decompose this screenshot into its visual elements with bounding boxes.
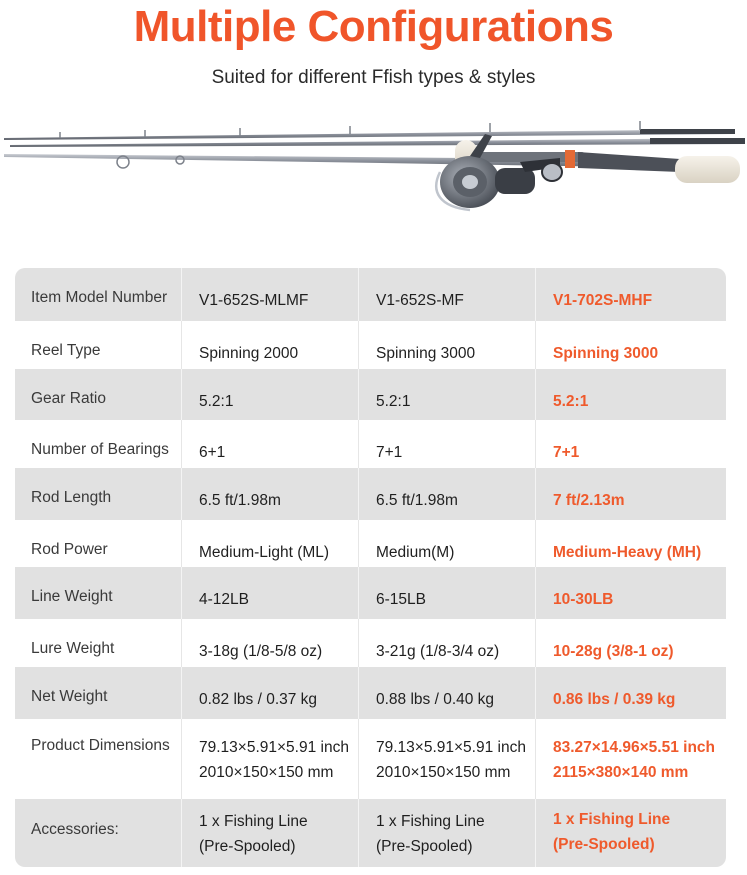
spec-value-col2: 3-21g (1/8-3/4 oz): [358, 619, 535, 667]
spec-value-col2: 6.5 ft/1.98m: [358, 468, 535, 520]
spec-value-col3-highlight: [535, 799, 726, 867]
spec-value-col3-highlight: 7 ft/2.13m: [535, 468, 726, 520]
row-label: Reel Type: [31, 342, 101, 359]
dimension-mm: 2010×150×150 mm: [199, 764, 334, 781]
spec-value-col1: 3-18g (1/8-5/8 oz): [181, 619, 358, 667]
accessory-item: 1 x Fishing Line: [376, 813, 485, 830]
spec-value-col3-highlight: 10-28g (3/8-1 oz): [535, 619, 726, 667]
spec-value-col1: Spinning 2000: [181, 321, 358, 369]
spec-value-col2: 0.88 lbs / 0.40 kg: [358, 667, 535, 719]
row-label: Product Dimensions: [31, 737, 170, 754]
row-label: Line Weight: [31, 588, 113, 605]
spec-value-col1: V1-652S-MLMF: [181, 268, 358, 321]
spec-value-col2: Medium(M): [358, 520, 535, 567]
dimension-inch: 79.13×5.91×5.91 inch: [376, 739, 526, 756]
spec-row-gear-ratio: [15, 369, 726, 420]
spec-value-col1: 6.5 ft/1.98m: [181, 468, 358, 520]
spec-row-model: [15, 268, 726, 321]
spec-value-col2: 7+1: [358, 420, 535, 468]
dimension-inch: 83.27×14.96×5.51 inch: [553, 739, 716, 756]
page-title: Multiple Configurations: [133, 2, 614, 51]
dimension-inch: 79.13×5.91×5.91 inch: [199, 739, 349, 756]
page-subtitle: Suited for different Ffish types & styles: [211, 67, 536, 88]
spec-value-col3-highlight: 0.86 lbs / 0.39 kg: [535, 667, 726, 719]
spec-value-col3-highlight: V1-702S-MHF: [535, 268, 726, 321]
spec-value-col1: 4-12LB: [181, 567, 358, 619]
spec-row-rod-power: [15, 520, 726, 567]
row-label: Gear Ratio: [31, 390, 106, 407]
spec-value-col1: Medium-Light (ML): [181, 520, 358, 567]
spec-row-bearings: [15, 420, 726, 468]
dimension-mm: 2010×150×150 mm: [376, 764, 511, 781]
spec-table: [15, 268, 726, 867]
spec-value-col1: 6+1: [181, 420, 358, 468]
spec-value-col3-highlight: 10-30LB: [535, 567, 726, 619]
row-label: Item Model Number: [31, 289, 168, 306]
spec-value-col2: V1-652S-MF: [358, 268, 535, 321]
row-label: Number of Bearings: [31, 441, 169, 458]
spec-value-col1: 5.2:1: [181, 369, 358, 420]
accessory-item: 1 x Fishing Line: [553, 811, 671, 828]
spec-value-col2: 6-15LB: [358, 567, 535, 619]
spec-row-line-weight: [15, 567, 726, 619]
row-label: Lure Weight: [31, 640, 115, 657]
spec-row-lure-weight: [15, 619, 726, 667]
accessory-note: (Pre-Spooled): [199, 838, 296, 855]
spec-row-rod-length: [15, 468, 726, 520]
row-label: Net Weight: [31, 688, 108, 705]
spec-value-col3-highlight: 5.2:1: [535, 369, 726, 420]
spec-value-col3-highlight: 7+1: [535, 420, 726, 468]
row-label: Rod Power: [31, 541, 108, 558]
row-label: Accessories:: [31, 821, 119, 838]
spec-value-col2: Spinning 3000: [358, 321, 535, 369]
accessory-note: (Pre-Spooled): [376, 838, 473, 855]
spec-row-net-weight: [15, 667, 726, 719]
spec-value-col1: [181, 719, 358, 799]
fishing-rod-reel-image: [0, 112, 747, 220]
spec-value-col2: [358, 799, 535, 867]
accessory-note: (Pre-Spooled): [553, 836, 655, 853]
spec-value-col1: [181, 799, 358, 867]
spec-value-col3-highlight: Medium-Heavy (MH): [535, 520, 726, 567]
spec-row-reel-type: [15, 321, 726, 369]
spec-value-col3-highlight: Spinning 3000: [535, 321, 726, 369]
dimension-mm: 2115×380×140 mm: [553, 764, 689, 781]
spec-value-col2: 5.2:1: [358, 369, 535, 420]
spec-row-accessories: [15, 799, 726, 867]
spec-row-dimensions: [15, 719, 726, 799]
row-label: Rod Length: [31, 489, 112, 506]
spec-value-col3-highlight: [535, 719, 726, 799]
spec-value-col2: [358, 719, 535, 799]
spec-value-col1: 0.82 lbs / 0.37 kg: [181, 667, 358, 719]
accessory-item: 1 x Fishing Line: [199, 813, 308, 830]
